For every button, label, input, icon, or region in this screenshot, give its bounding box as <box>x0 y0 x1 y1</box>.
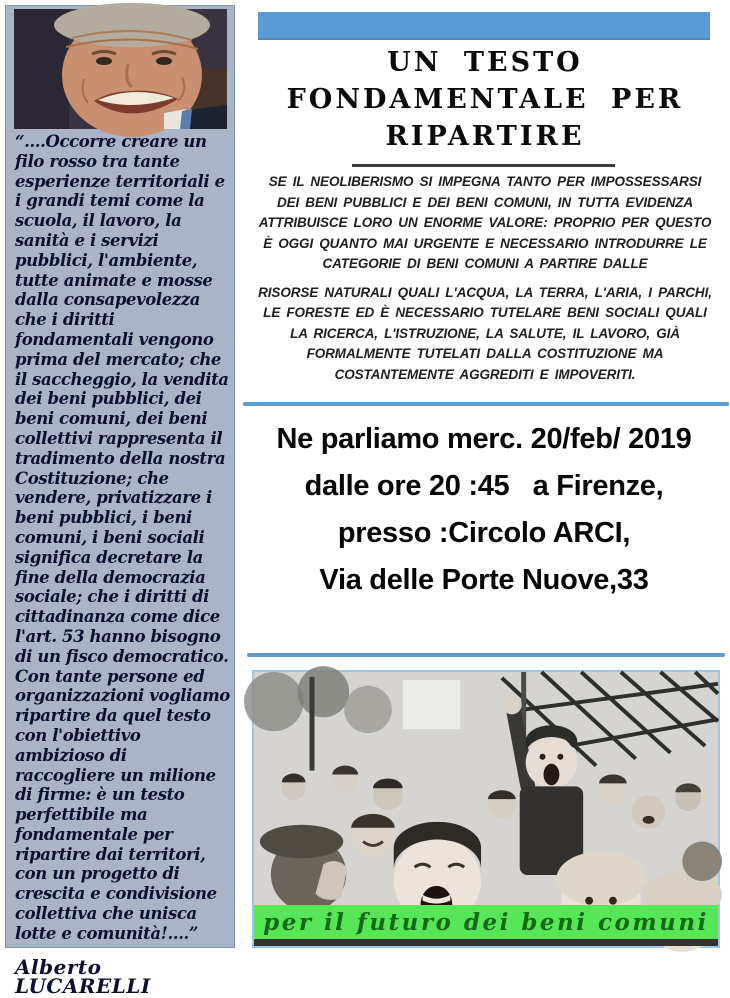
title-line-2: FONDAMENTALE PER <box>286 84 684 115</box>
event-announcement <box>238 416 730 604</box>
quote-paragraph-2: Con tante persone ed organizzazioni vogliamo ripartire da quel testo con l'obiettivo ambizioso di raccogliere un milione di firme: è un testo perfettibile ma fondamentale per ripartire dai territori, con un progetto di crescita e condivisione collettiva che unisca lotte e comunità!....” <box>15 666 230 943</box>
divider-rule-bottom <box>247 653 725 657</box>
portrait-illustration <box>14 9 227 129</box>
intro-paragraph-2: RISORSE NATURALI QUALI L'ACQUA, LA TERRA, L'ARIA, I PARCHI, LE FORESTE ED È NECESSARIO TUTELARE BENI SOCIALI QUALI LA RICERCA, L'ISTRUZIONE, LA SALUTE, IL LAVORO, GIÀ FORMALMENTE TUTELATI DALLA COSTITUZIONE MA COSTANTEMENTE AGGREDITI E IMPOVERITI. <box>258 284 712 382</box>
green-banner <box>254 905 718 939</box>
left-panel <box>5 5 235 998</box>
intro-paragraph-1: SE IL NEOLIBERISMO SI IMPEGNA TANTO PER IMPOSSESSARSI DEI BENI PUBBLICI E DEI BENI COMUNI, IN TUTTA EVIDENZA ATTRIBUISCE LORO UN ENORME VALORE: PROPRIO PER QUESTO È OGGI QUANTO MAI URGENTE E NECESSARIO INTRODURRE LE CATEGORIE DI BENI COMUNI A PARTIRE DALLE <box>258 174 712 271</box>
crowd-photo <box>252 670 720 948</box>
portrait-photo <box>14 9 227 129</box>
title-line-1: UN TESTO <box>387 47 583 78</box>
signature: Alberto LUCARELLI <box>15 954 151 998</box>
top-accent-bar <box>258 12 710 40</box>
page-title <box>250 44 720 155</box>
quote-text <box>15 132 231 997</box>
announcement-line-1: Ne parliamo merc. 20/feb/ 2019 <box>276 423 692 455</box>
announcement-line-4: Via delle Porte Nuove,33 <box>319 564 649 596</box>
divider-rule-top <box>243 402 729 406</box>
banner-text: per il futuro dei beni comuni <box>263 908 709 936</box>
intro-text <box>256 172 714 393</box>
quote-paragraph-1: “....Occorre creare un filo rosso tra tante esperienze territoriali e i grandi temi come la scuola, il lavoro, la sanità e i servizi pubblici, l'ambiente, tutte animate e mosse dalla consapevolezza che i diritti fondamentali vengono prima del mercato; che il saccheggio, la vendita dei beni pubblici, dei beni comuni, dei beni collettivi rappresenta il tradimento della nostra Costituzione; che vendere, privatizzare i beni pubblici, i beni comuni, i beni sociali significa decretare la fine della democrazia sociale; che i diritti di cittadinanza come dice l'art. 53 hanno bisogno di un fisco democratico. <box>15 132 229 666</box>
announcement-line-2: dalle ore 20 :45 a Firenze, <box>304 470 664 502</box>
title-line-3: RIPARTIRE <box>385 121 585 152</box>
title-underline <box>352 164 615 167</box>
announcement-line-3: presso :Circolo ARCI, <box>337 517 631 549</box>
